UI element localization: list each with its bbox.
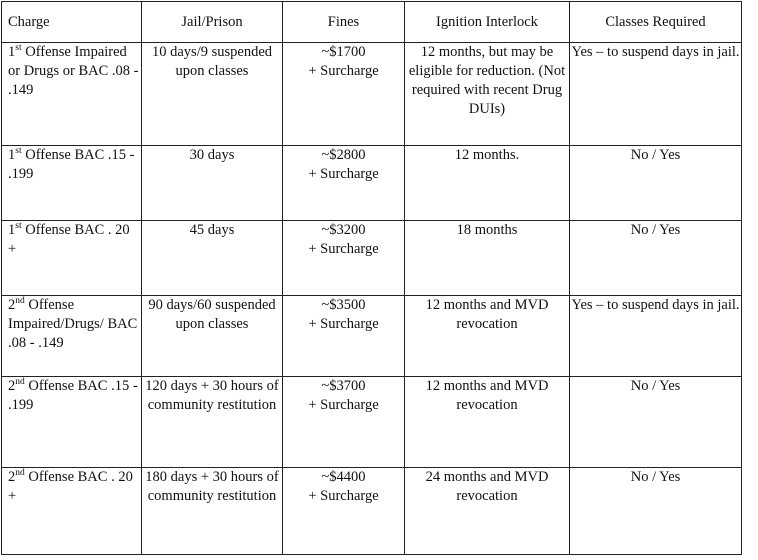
fines-cell	[283, 146, 405, 221]
table-row	[2, 296, 742, 377]
charge-ordinal-suffix: nd	[15, 377, 25, 388]
interlock-cell: 12 months.	[405, 146, 570, 221]
charge-ordinal: 1	[8, 44, 16, 60]
table-row	[2, 146, 742, 221]
jail-cell: 90 days/60 suspended upon classes	[142, 296, 283, 377]
charge-cell	[2, 377, 142, 468]
charge-ordinal: 2	[8, 297, 16, 313]
interlock-cell: 12 months, but may be eligible for reduction. (Not required with recent Drug DUIs)	[405, 43, 570, 146]
charge-ordinal: 1	[8, 222, 16, 238]
fines-cell	[283, 43, 405, 146]
table-row	[2, 221, 742, 296]
charge-ordinal: 1	[8, 147, 16, 163]
interlock-cell: 12 months and MVD revocation	[405, 296, 570, 377]
interlock-cell: 24 months and MVD revocation	[405, 468, 570, 555]
header-jail-prison: Jail/Prison	[142, 2, 283, 43]
charge-ordinal-suffix: st	[15, 221, 22, 232]
fine-surcharge: + Surcharge	[308, 241, 379, 257]
interlock-cell: 18 months	[405, 221, 570, 296]
charge-text: Offense BAC .15 - .199	[8, 147, 135, 182]
table-row	[2, 468, 742, 555]
fines-cell	[283, 468, 405, 555]
charge-text: Offense BAC . 20 +	[8, 469, 133, 504]
jail-cell: 30 days	[142, 146, 283, 221]
charge-cell	[2, 221, 142, 296]
fine-surcharge: + Surcharge	[308, 166, 379, 182]
fines-cell	[283, 296, 405, 377]
charge-ordinal-suffix: nd	[15, 468, 25, 479]
header-charge: Charge	[2, 2, 142, 43]
jail-cell: 45 days	[142, 221, 283, 296]
fine-amount: ~$3200	[321, 222, 366, 238]
charge-cell	[2, 43, 142, 146]
charge-ordinal-suffix: st	[15, 146, 22, 157]
charge-ordinal-suffix: nd	[15, 296, 25, 307]
fine-amount: ~$4400	[321, 469, 366, 485]
table-row	[2, 377, 742, 468]
charge-cell	[2, 468, 142, 555]
fine-amount: ~$2800	[321, 147, 366, 163]
charge-cell	[2, 146, 142, 221]
fine-amount: ~$3500	[321, 297, 366, 313]
jail-cell: 10 days/9 suspended upon classes	[142, 43, 283, 146]
classes-cell: Yes – to suspend days in jail.	[570, 43, 742, 146]
charge-text: Offense Impaired/Drugs/ BAC .08 - .149	[8, 297, 138, 351]
header-fines: Fines	[283, 2, 405, 43]
charge-text: Offense BAC .15 - .199	[8, 378, 138, 413]
fine-amount: ~$3700	[321, 378, 366, 394]
charge-ordinal: 2	[8, 469, 16, 485]
table-row	[2, 43, 742, 146]
fine-amount: ~$1700	[321, 44, 366, 60]
fine-surcharge: + Surcharge	[308, 63, 379, 79]
classes-cell: No / Yes	[570, 146, 742, 221]
jail-cell: 180 days + 30 hours of community restitution	[142, 468, 283, 555]
classes-cell: No / Yes	[570, 221, 742, 296]
classes-cell: Yes – to suspend days in jail.	[570, 296, 742, 377]
fine-surcharge: + Surcharge	[308, 488, 379, 504]
header-classes-required: Classes Required	[570, 2, 742, 43]
classes-cell: No / Yes	[570, 468, 742, 555]
charge-ordinal-suffix: st	[15, 43, 22, 54]
interlock-cell: 12 months and MVD revocation	[405, 377, 570, 468]
header-row	[2, 2, 742, 43]
fines-cell	[283, 377, 405, 468]
charge-text: Offense BAC . 20 +	[8, 222, 130, 257]
header-ignition-interlock: Ignition Interlock	[405, 2, 570, 43]
charge-ordinal: 2	[8, 378, 16, 394]
classes-cell: No / Yes	[570, 377, 742, 468]
fine-surcharge: + Surcharge	[308, 316, 379, 332]
dui-penalties-table	[1, 1, 742, 555]
charge-text: Offense Impaired or Drugs or BAC .08 - .149	[8, 44, 139, 98]
fine-surcharge: + Surcharge	[308, 397, 379, 413]
jail-cell: 120 days + 30 hours of community restitution	[142, 377, 283, 468]
fines-cell	[283, 221, 405, 296]
charge-cell	[2, 296, 142, 377]
